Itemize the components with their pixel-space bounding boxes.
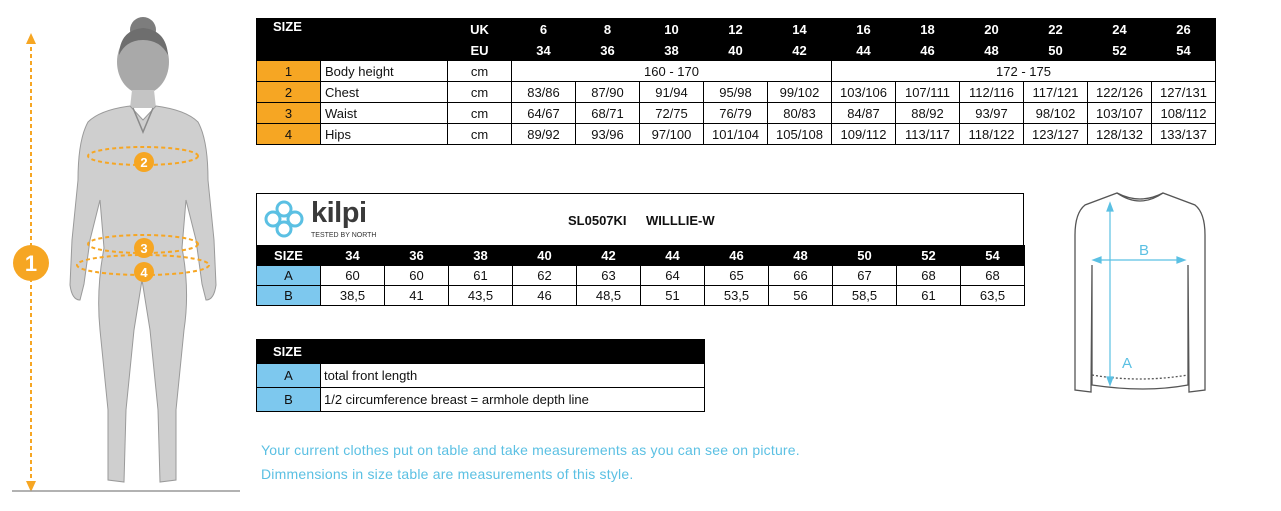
uk-size: 12 (704, 19, 768, 40)
svg-text:3: 3 (140, 241, 148, 256)
measurement-legend (256, 339, 705, 412)
svg-text:2: 2 (140, 155, 148, 170)
product-size-table (256, 245, 1025, 306)
eu-size: 38 (640, 40, 704, 61)
legend-key: B (257, 388, 321, 412)
cell: 68/71 (576, 103, 640, 124)
kilpi-logo-icon (262, 198, 306, 240)
cell: 98/102 (1024, 103, 1088, 124)
row-unit: cm (448, 124, 512, 145)
cell: 97/100 (640, 124, 704, 145)
cell: 95/98 (704, 82, 768, 103)
cell: 89/92 (512, 124, 576, 145)
cell: 93/97 (960, 103, 1024, 124)
uk-size: 16 (832, 19, 896, 40)
cell: 87/90 (576, 82, 640, 103)
eu-size: 40 (704, 40, 768, 61)
cell: 101/104 (704, 124, 768, 145)
cell: 93/96 (576, 124, 640, 145)
cell: 53,5 (705, 286, 769, 306)
garment-label-b: B (1139, 242, 1150, 259)
measure-marker-3 (134, 238, 154, 258)
product-header (256, 193, 1024, 246)
cell: 64/67 (512, 103, 576, 124)
size: 46 (705, 246, 769, 266)
legend-row (257, 364, 705, 388)
legend-key: A (257, 364, 321, 388)
cell: 60 (385, 266, 449, 286)
waist-row (257, 103, 1216, 124)
cell: 63 (577, 266, 641, 286)
cell: 83/86 (512, 82, 576, 103)
garment-label-a: A (1122, 355, 1133, 372)
row-label: Body height (321, 61, 448, 82)
eu-size: 54 (1152, 40, 1216, 61)
cell: 122/126 (1088, 82, 1152, 103)
uk-size: 10 (640, 19, 704, 40)
row-number: 4 (257, 124, 321, 145)
row-number: 3 (257, 103, 321, 124)
size: 34 (321, 246, 385, 266)
cell: 127/131 (1152, 82, 1216, 103)
cell: 133/137 (1152, 124, 1216, 145)
size: 52 (897, 246, 961, 266)
eu-size: 44 (832, 40, 896, 61)
cell: 72/75 (640, 103, 704, 124)
row-number: 2 (257, 82, 321, 103)
cell: 62 (513, 266, 577, 286)
measure-marker-1 (13, 245, 49, 281)
cell: 61 (449, 266, 513, 286)
product-code: SL0507KI (568, 213, 627, 228)
row-key: B (257, 286, 321, 306)
cell: 84/87 (832, 103, 896, 124)
measure-b-row (257, 286, 1025, 306)
uk-size: 18 (896, 19, 960, 40)
eu-size: 42 (768, 40, 832, 61)
cell: 68 (961, 266, 1025, 286)
uk-size-row (257, 19, 1216, 40)
row-number: 1 (257, 61, 321, 82)
uk-label: UK (448, 19, 512, 40)
row-unit: cm (448, 61, 512, 82)
product-size-header (257, 246, 1025, 266)
brand-name: kilpi (311, 197, 367, 229)
cell: 99/102 (768, 82, 832, 103)
size: 48 (769, 246, 833, 266)
legend-row (257, 388, 705, 412)
size: 36 (385, 246, 449, 266)
cell: 66 (769, 266, 833, 286)
body-height-row (257, 61, 1216, 82)
chest-row (257, 82, 1216, 103)
cell: 103/106 (832, 82, 896, 103)
cell: 64 (641, 266, 705, 286)
cell: 68 (897, 266, 961, 286)
uk-size: 26 (1152, 19, 1216, 40)
eu-size: 48 (960, 40, 1024, 61)
cell: 67 (833, 266, 897, 286)
cell: 109/112 (832, 124, 896, 145)
legend-header (257, 340, 705, 364)
cell: 43,5 (449, 286, 513, 306)
measure-a-row (257, 266, 1025, 286)
row-label: Hips (321, 124, 448, 145)
eu-size: 50 (1024, 40, 1088, 61)
garment-drawing (1055, 185, 1215, 400)
size: 44 (641, 246, 705, 266)
eu-size: 52 (1088, 40, 1152, 61)
row-key: A (257, 266, 321, 286)
size: 50 (833, 246, 897, 266)
body-measurement-figure (0, 0, 250, 500)
hips-row (257, 124, 1216, 145)
size-corner: SIZE (257, 340, 705, 364)
cell: 128/132 (1088, 124, 1152, 145)
row-label: Waist (321, 103, 448, 124)
eu-size: 46 (896, 40, 960, 61)
cell: 58,5 (833, 286, 897, 306)
row-unit: cm (448, 82, 512, 103)
uk-size: 24 (1088, 19, 1152, 40)
measure-marker-4 (134, 262, 154, 282)
uk-size: 8 (576, 19, 640, 40)
measure-marker-2 (134, 152, 154, 172)
cell: 38,5 (321, 286, 385, 306)
size: 54 (961, 246, 1025, 266)
cell: 88/92 (896, 103, 960, 124)
cell: 108/112 (1152, 103, 1216, 124)
row-label: Chest (321, 82, 448, 103)
eu-size: 34 (512, 40, 576, 61)
uk-size: 22 (1024, 19, 1088, 40)
cell: 103/107 (1088, 103, 1152, 124)
cell: 60 (321, 266, 385, 286)
uk-size: 20 (960, 19, 1024, 40)
cell: 91/94 (640, 82, 704, 103)
eu-label: EU (448, 40, 512, 61)
row-unit: cm (448, 103, 512, 124)
svg-text:4: 4 (140, 265, 148, 280)
uk-size: 14 (768, 19, 832, 40)
cell: 118/122 (960, 124, 1024, 145)
cell: 51 (641, 286, 705, 306)
svg-text:1: 1 (24, 251, 38, 276)
cell: 76/79 (704, 103, 768, 124)
size-corner: SIZE (257, 19, 448, 61)
cell: 46 (513, 286, 577, 306)
product-name: WILLLIE-W (646, 213, 715, 228)
uk-size: 6 (512, 19, 576, 40)
legend-text: total front length (321, 364, 705, 388)
cell: 117/121 (1024, 82, 1088, 103)
cell: 112/116 (960, 82, 1024, 103)
cell: 48,5 (577, 286, 641, 306)
cell: 56 (769, 286, 833, 306)
instruction-note: Dimmensions in size table are measurements of this style. (261, 466, 634, 482)
cell: 123/127 (1024, 124, 1088, 145)
size: 40 (513, 246, 577, 266)
instruction-note: Your current clothes put on table and take measurements as you can see on picture. (261, 442, 800, 458)
cell: 105/108 (768, 124, 832, 145)
cell: 113/117 (896, 124, 960, 145)
size: 38 (449, 246, 513, 266)
cell: 41 (385, 286, 449, 306)
cell: 107/111 (896, 82, 960, 103)
legend-text: 1/2 circumference breast = armhole depth line (321, 388, 705, 412)
cell: 61 (897, 286, 961, 306)
eu-size: 36 (576, 40, 640, 61)
cell: 63,5 (961, 286, 1025, 306)
size-corner: SIZE (257, 246, 321, 266)
size-table (256, 18, 1216, 145)
size: 42 (577, 246, 641, 266)
cell: 80/83 (768, 103, 832, 124)
brand-tagline: TESTED BY NORTH (311, 232, 377, 239)
height-range: 172 - 175 (832, 61, 1216, 82)
cell: 65 (705, 266, 769, 286)
height-range: 160 - 170 (512, 61, 832, 82)
